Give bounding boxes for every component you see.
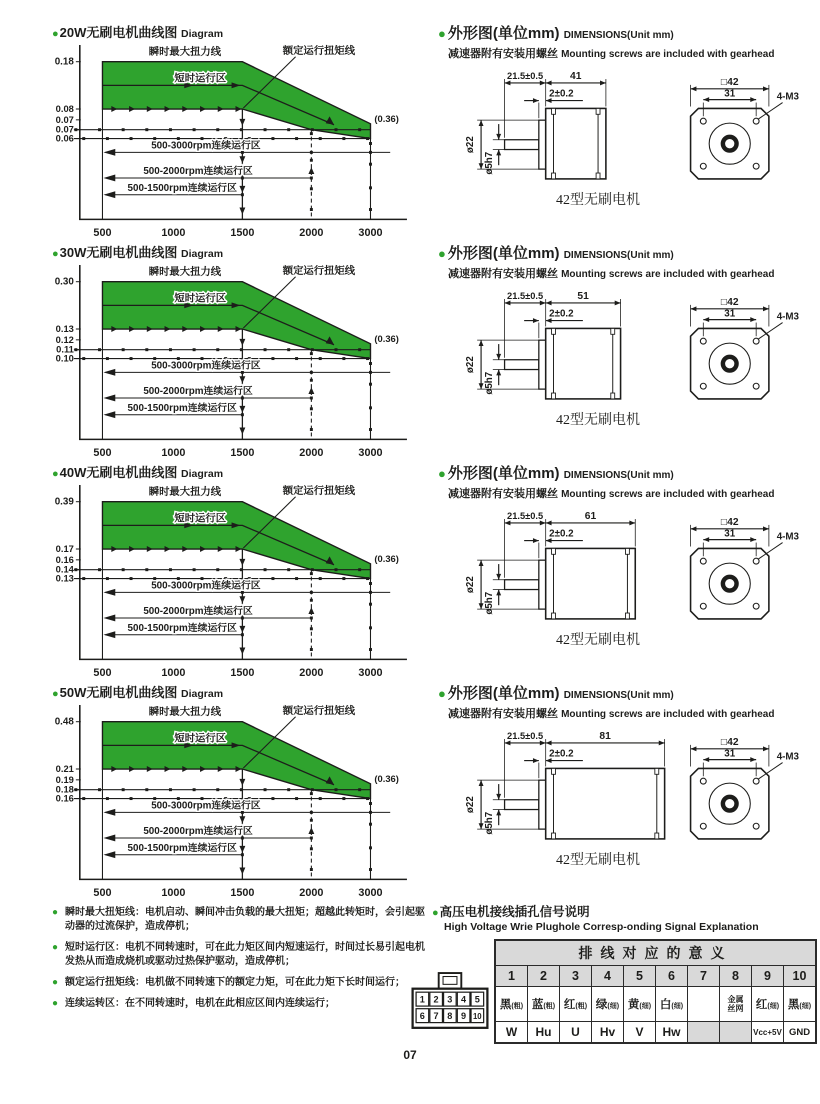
svg-text:51: 51: [577, 291, 589, 303]
dimension-drawing: [438, 289, 820, 407]
signal-cell: V: [624, 1022, 656, 1044]
green-bullet-icon: ●: [52, 688, 59, 700]
svg-text:0.06: 0.06: [55, 133, 74, 144]
dim-caption: 42型无刷电机: [556, 193, 640, 208]
svg-text:(0.36): (0.36): [374, 553, 399, 564]
motor-body-side-view: [546, 108, 606, 178]
svg-text:31: 31: [724, 308, 736, 320]
chart-title: [52, 462, 432, 481]
svg-text:81: 81: [599, 731, 611, 743]
signal-cell: W: [495, 1022, 528, 1044]
chart-title-cn: 40W无刷电机曲线图: [59, 465, 178, 480]
motor-pilot-flange: [539, 780, 546, 829]
svg-text:3000: 3000: [358, 887, 383, 900]
svg-text:500: 500: [93, 887, 112, 900]
motor-pilot-flange: [539, 340, 546, 389]
svg-text:2000: 2000: [299, 887, 324, 900]
dimension-block-61: [432, 462, 820, 682]
svg-text:500-2000rpm连续运行区: 500-2000rpm连续运行区: [143, 826, 253, 838]
wire-color-cell: 蓝(粗): [528, 987, 560, 1022]
svg-text:1000: 1000: [161, 667, 186, 680]
svg-text:500-1500rpm连续运行区: 500-1500rpm连续运行区: [127, 182, 237, 194]
svg-text:ø5h7: ø5h7: [483, 371, 495, 395]
green-bullet-icon: ●: [52, 942, 59, 953]
svg-text:0.39: 0.39: [54, 496, 74, 508]
wiring-table: [494, 939, 817, 1044]
wire-color-cell: [688, 987, 720, 1022]
mounting-hole: [753, 383, 759, 389]
chart-block-40w: [50, 462, 432, 682]
svg-text:0.18: 0.18: [55, 784, 74, 795]
dimensions-column: [419, 0, 820, 1044]
svg-text:31: 31: [724, 748, 736, 760]
legend-notes: [52, 906, 430, 1011]
svg-text:2±0.2: 2±0.2: [549, 528, 574, 540]
motor-shaft: [505, 360, 539, 370]
green-bullet-icon: ●: [52, 907, 59, 918]
svg-text:0.30: 0.30: [54, 276, 74, 288]
svg-text:500-2000rpm连续运行区: 500-2000rpm连续运行区: [143, 386, 253, 398]
page-number: 07: [403, 1048, 417, 1062]
chart-block-30w: [50, 242, 432, 462]
dim-note-en: Mounting screws are included with gearhead: [561, 709, 775, 720]
dim-heading-en: DIMENSIONS(Unit mm): [563, 30, 674, 41]
short-time-zone-area: [102, 282, 370, 359]
motor-body-side-view: [546, 548, 636, 618]
svg-text:500-3000rpm连续运行区: 500-3000rpm连续运行区: [151, 580, 261, 592]
dim-heading-en: DIMENSIONS(Unit mm): [563, 690, 674, 701]
pin-number-cell: 4: [592, 966, 624, 987]
svg-text:21.5±0.5: 21.5±0.5: [507, 511, 544, 522]
pin-number-cell: 6: [656, 966, 688, 987]
svg-text:3000: 3000: [358, 667, 383, 680]
signal-cell: Hw: [656, 1022, 688, 1044]
green-bullet-icon: ●: [438, 246, 446, 261]
green-bullet-icon: ●: [438, 686, 446, 701]
wire-color-cell: 白(细): [656, 987, 688, 1022]
svg-text:0.12: 0.12: [55, 334, 74, 345]
dim-note-en: Mounting screws are included with gearhead: [561, 49, 775, 60]
chart-block-20w: [50, 22, 432, 242]
signal-cell: Hu: [528, 1022, 560, 1044]
pin-number-cell: 10: [784, 966, 817, 987]
svg-text:1500: 1500: [230, 887, 255, 900]
dimension-block-51: [432, 242, 820, 462]
svg-text:(0.36): (0.36): [374, 113, 399, 124]
svg-text:0.17: 0.17: [55, 543, 74, 554]
chart-title-en: Diagram: [181, 248, 224, 260]
chart-title-cn: 30W无刷电机曲线图: [59, 245, 178, 260]
chart-title-en: Diagram: [181, 468, 224, 480]
motor-shaft: [505, 140, 539, 150]
svg-text:21.5±0.5: 21.5±0.5: [507, 71, 544, 82]
svg-text:9: 9: [461, 1011, 467, 1022]
svg-text:1000: 1000: [161, 227, 186, 240]
wiring-heading-en: High Voltage Wrie Plughole Corresp-onding Signal Explanation: [444, 921, 759, 933]
chart-title-cn: 50W无刷电机曲线图: [59, 685, 178, 700]
svg-text:额定运行扭矩线: 额定运行扭矩线: [282, 705, 356, 717]
torque-curve-chart: [50, 482, 432, 684]
dim-heading: 外形图(单位mm): [447, 465, 560, 482]
svg-text:3000: 3000: [358, 227, 383, 240]
svg-text:0.48: 0.48: [54, 716, 74, 728]
mounting-hole: [753, 163, 759, 169]
svg-text:1000: 1000: [161, 887, 186, 900]
svg-text:额定运行扭矩线: 额定运行扭矩线: [282, 265, 356, 277]
svg-text:0.11: 0.11: [56, 344, 74, 355]
svg-text:500-3000rpm连续运行区: 500-3000rpm连续运行区: [151, 140, 261, 152]
svg-text:4-M3: 4-M3: [776, 751, 799, 763]
wiring-table-title: 排线对应的意义: [495, 940, 816, 966]
chart-title-en: Diagram: [181, 28, 224, 40]
svg-text:6: 6: [419, 1011, 425, 1022]
pin-number-cell: 3: [560, 966, 592, 987]
green-bullet-icon: ●: [438, 26, 446, 41]
svg-text:ø22: ø22: [465, 576, 477, 594]
svg-text:0.16: 0.16: [55, 793, 74, 804]
mounting-hole: [700, 778, 706, 784]
svg-text:ø22: ø22: [465, 796, 477, 814]
svg-text:7: 7: [433, 1011, 439, 1022]
note-item: [52, 941, 430, 969]
note-item: [52, 994, 430, 1011]
connector-plug-icon: [410, 969, 490, 1031]
wire-color-cell: 红(细): [752, 987, 784, 1022]
svg-text:41: 41: [570, 71, 582, 83]
note-text: 瞬时最大扭矩线：电机启动、瞬间冲击负载的最大扭矩；超越此转矩时，会引起驱动器的过流保护，造成停机；: [65, 907, 425, 932]
svg-text:瞬时最大扭力线: 瞬时最大扭力线: [148, 266, 222, 278]
short-time-zone-area: [102, 722, 370, 799]
svg-text:2±0.2: 2±0.2: [549, 748, 574, 760]
chart-block-50w: [50, 682, 432, 902]
svg-text:21.5±0.5: 21.5±0.5: [507, 291, 544, 302]
svg-text:ø5h7: ø5h7: [483, 151, 495, 175]
svg-text:(0.36): (0.36): [374, 773, 399, 784]
signal-cell: [720, 1022, 752, 1044]
svg-text:5: 5: [474, 994, 480, 1005]
wire-color-cell: 黑(粗): [495, 987, 528, 1022]
wire-color-cell: 金属 丝网: [720, 987, 752, 1022]
svg-text:1500: 1500: [230, 227, 255, 240]
svg-text:500: 500: [93, 667, 112, 680]
svg-text:短时运行区: 短时运行区: [174, 733, 227, 745]
svg-text:500: 500: [93, 447, 112, 460]
dim-note-en: Mounting screws are included with gearhead: [561, 489, 775, 500]
svg-text:31: 31: [724, 88, 736, 100]
green-bullet-icon: ●: [432, 907, 439, 919]
svg-text:31: 31: [724, 528, 736, 540]
motor-shaft: [505, 800, 539, 810]
wiring-section: [419, 902, 820, 1044]
note-item: [52, 976, 430, 990]
dim-heading: 外形图(单位mm): [447, 685, 560, 702]
mounting-hole: [753, 823, 759, 829]
chart-title: [52, 22, 432, 41]
dim-caption: 42型无刷电机: [556, 633, 640, 648]
dim-note-cn: 减速器附有安装用螺丝: [448, 268, 558, 280]
svg-text:500-3000rpm连续运行区: 500-3000rpm连续运行区: [151, 800, 261, 812]
motor-body-side-view: [546, 768, 665, 838]
svg-text:瞬时最大扭力线: 瞬时最大扭力线: [148, 706, 222, 718]
svg-text:短时运行区: 短时运行区: [174, 73, 227, 85]
svg-text:0.21: 0.21: [55, 763, 74, 774]
dimension-block-81: [432, 682, 820, 902]
note-text: 额定运行扭矩线：电机做不同转速下的额定力矩，可在此力矩下长时间运行；: [65, 977, 405, 988]
chart-title: [52, 682, 432, 701]
motor-pilot-flange: [539, 560, 546, 609]
pin-number-cell: 9: [752, 966, 784, 987]
svg-text:500-1500rpm连续运行区: 500-1500rpm连续运行区: [127, 622, 237, 634]
svg-text:500-1500rpm连续运行区: 500-1500rpm连续运行区: [127, 842, 237, 854]
dim-heading: 外形图(单位mm): [447, 245, 560, 262]
mounting-hole: [753, 603, 759, 609]
mounting-hole: [700, 163, 706, 169]
svg-text:500-2000rpm连续运行区: 500-2000rpm连续运行区: [143, 166, 253, 178]
dim-caption: 42型无刷电机: [556, 853, 640, 868]
svg-text:ø5h7: ø5h7: [483, 811, 495, 835]
pin-number-cell: 7: [688, 966, 720, 987]
svg-text:短时运行区: 短时运行区: [174, 513, 227, 525]
chart-title-en: Diagram: [181, 688, 224, 700]
svg-text:4-M3: 4-M3: [776, 531, 799, 543]
wire-color-cell: 黑(细): [784, 987, 817, 1022]
svg-text:3: 3: [447, 994, 453, 1005]
svg-text:0.07: 0.07: [55, 114, 74, 125]
motor-pilot-flange: [539, 120, 546, 169]
svg-text:10: 10: [472, 1012, 482, 1022]
charts-column: [50, 0, 432, 1044]
svg-text:2: 2: [433, 994, 439, 1005]
signal-cell: Hv: [592, 1022, 624, 1044]
green-bullet-icon: ●: [438, 466, 446, 481]
dim-caption: 42型无刷电机: [556, 413, 640, 428]
svg-text:0.08: 0.08: [55, 103, 74, 114]
svg-text:额定运行扭矩线: 额定运行扭矩线: [282, 45, 356, 57]
svg-text:额定运行扭矩线: 额定运行扭矩线: [282, 485, 356, 497]
dim-note-cn: 减速器附有安装用螺丝: [448, 708, 558, 720]
dim-heading-en: DIMENSIONS(Unit mm): [563, 250, 674, 261]
note-text: 连续运转区：在不同转速时，电机在此相应区间内连续运行；: [65, 998, 335, 1009]
svg-text:ø22: ø22: [465, 136, 477, 154]
wire-color-cell: 黄(细): [624, 987, 656, 1022]
svg-text:1000: 1000: [161, 447, 186, 460]
torque-curve-chart: [50, 262, 432, 464]
green-bullet-icon: ●: [52, 998, 59, 1009]
dim-heading: 外形图(单位mm): [447, 25, 560, 42]
dimension-drawing: [438, 729, 820, 847]
dimension-drawing: [438, 69, 820, 187]
svg-text:2±0.2: 2±0.2: [549, 308, 574, 320]
svg-text:2000: 2000: [299, 667, 324, 680]
svg-text:21.5±0.5: 21.5±0.5: [507, 731, 544, 742]
signal-cell: GND: [784, 1022, 817, 1044]
short-time-zone-area: [102, 62, 370, 139]
dimension-block-41: [432, 22, 820, 242]
svg-text:4-M3: 4-M3: [776, 311, 799, 323]
svg-text:4-M3: 4-M3: [776, 91, 799, 103]
svg-text:0.13: 0.13: [55, 323, 74, 334]
mounting-hole: [700, 338, 706, 344]
chart-title-cn: 20W无刷电机曲线图: [59, 25, 178, 40]
svg-text:500: 500: [93, 227, 112, 240]
pin-number-cell: 5: [624, 966, 656, 987]
mounting-hole: [700, 823, 706, 829]
note-item: [52, 906, 430, 934]
svg-text:8: 8: [447, 1011, 453, 1022]
mounting-hole: [700, 558, 706, 564]
svg-text:2000: 2000: [299, 227, 324, 240]
green-bullet-icon: ●: [52, 248, 59, 260]
svg-text:1: 1: [419, 994, 425, 1005]
svg-text:61: 61: [584, 511, 597, 523]
svg-text:3000: 3000: [358, 447, 383, 460]
dim-heading-en: DIMENSIONS(Unit mm): [563, 470, 674, 481]
svg-text:0.18: 0.18: [54, 56, 74, 68]
mounting-hole: [700, 603, 706, 609]
chart-title: [52, 242, 432, 261]
signal-cell: [688, 1022, 720, 1044]
motor-body-side-view: [546, 328, 621, 398]
svg-text:瞬时最大扭力线: 瞬时最大扭力线: [148, 46, 222, 58]
svg-text:0.13: 0.13: [55, 573, 74, 584]
svg-text:□42: □42: [720, 296, 739, 308]
svg-text:4: 4: [461, 994, 467, 1005]
motor-shaft: [505, 580, 539, 590]
svg-text:□42: □42: [720, 736, 739, 748]
mounting-hole: [700, 383, 706, 389]
torque-curve-chart: [50, 702, 432, 904]
pin-number-cell: 2: [528, 966, 560, 987]
wire-color-cell: 绿(细): [592, 987, 624, 1022]
svg-text:□42: □42: [720, 76, 739, 88]
svg-text:0.16: 0.16: [55, 554, 74, 565]
wiring-heading: 高压电机接线插孔信号说明: [439, 905, 590, 919]
pin-number-cell: 1: [495, 966, 528, 987]
svg-text:0.14: 0.14: [55, 564, 74, 575]
svg-text:1500: 1500: [230, 667, 255, 680]
svg-text:2000: 2000: [299, 447, 324, 460]
svg-text:500-3000rpm连续运行区: 500-3000rpm连续运行区: [151, 360, 261, 372]
pin-number-cell: 8: [720, 966, 752, 987]
short-time-zone-area: [102, 502, 370, 579]
dimension-drawing: [438, 509, 820, 627]
svg-text:ø5h7: ø5h7: [483, 591, 495, 615]
dim-note-en: Mounting screws are included with gearhead: [561, 269, 775, 280]
torque-curve-chart: [50, 42, 432, 244]
note-text: 短时运行区：电机不同转速时，可在此力矩区间内短速运行，时间过长易引起电机发热从而造成烧机或驱动过热保护驱动，造成停机；: [65, 942, 425, 967]
svg-text:0.19: 0.19: [55, 774, 74, 785]
green-bullet-icon: ●: [52, 28, 59, 40]
wire-color-cell: 红(粗): [560, 987, 592, 1022]
svg-text:短时运行区: 短时运行区: [174, 293, 227, 305]
svg-text:500-1500rpm连续运行区: 500-1500rpm连续运行区: [127, 402, 237, 414]
svg-text:瞬时最大扭力线: 瞬时最大扭力线: [148, 486, 222, 498]
green-bullet-icon: ●: [52, 468, 59, 480]
svg-text:0.07: 0.07: [55, 124, 74, 135]
svg-text:□42: □42: [720, 516, 739, 528]
green-bullet-icon: ●: [52, 977, 59, 988]
svg-text:500-2000rpm连续运行区: 500-2000rpm连续运行区: [143, 606, 253, 618]
signal-cell: U: [560, 1022, 592, 1044]
svg-text:0.10: 0.10: [55, 353, 74, 364]
mounting-hole: [700, 118, 706, 124]
dim-note-cn: 减速器附有安装用螺丝: [448, 488, 558, 500]
svg-text:2±0.2: 2±0.2: [549, 88, 574, 100]
svg-text:1500: 1500: [230, 447, 255, 460]
svg-text:ø22: ø22: [465, 356, 477, 374]
dim-note-cn: 减速器附有安装用螺丝: [448, 48, 558, 60]
signal-cell: Vcc+5V: [752, 1022, 784, 1044]
svg-text:(0.36): (0.36): [374, 333, 399, 344]
